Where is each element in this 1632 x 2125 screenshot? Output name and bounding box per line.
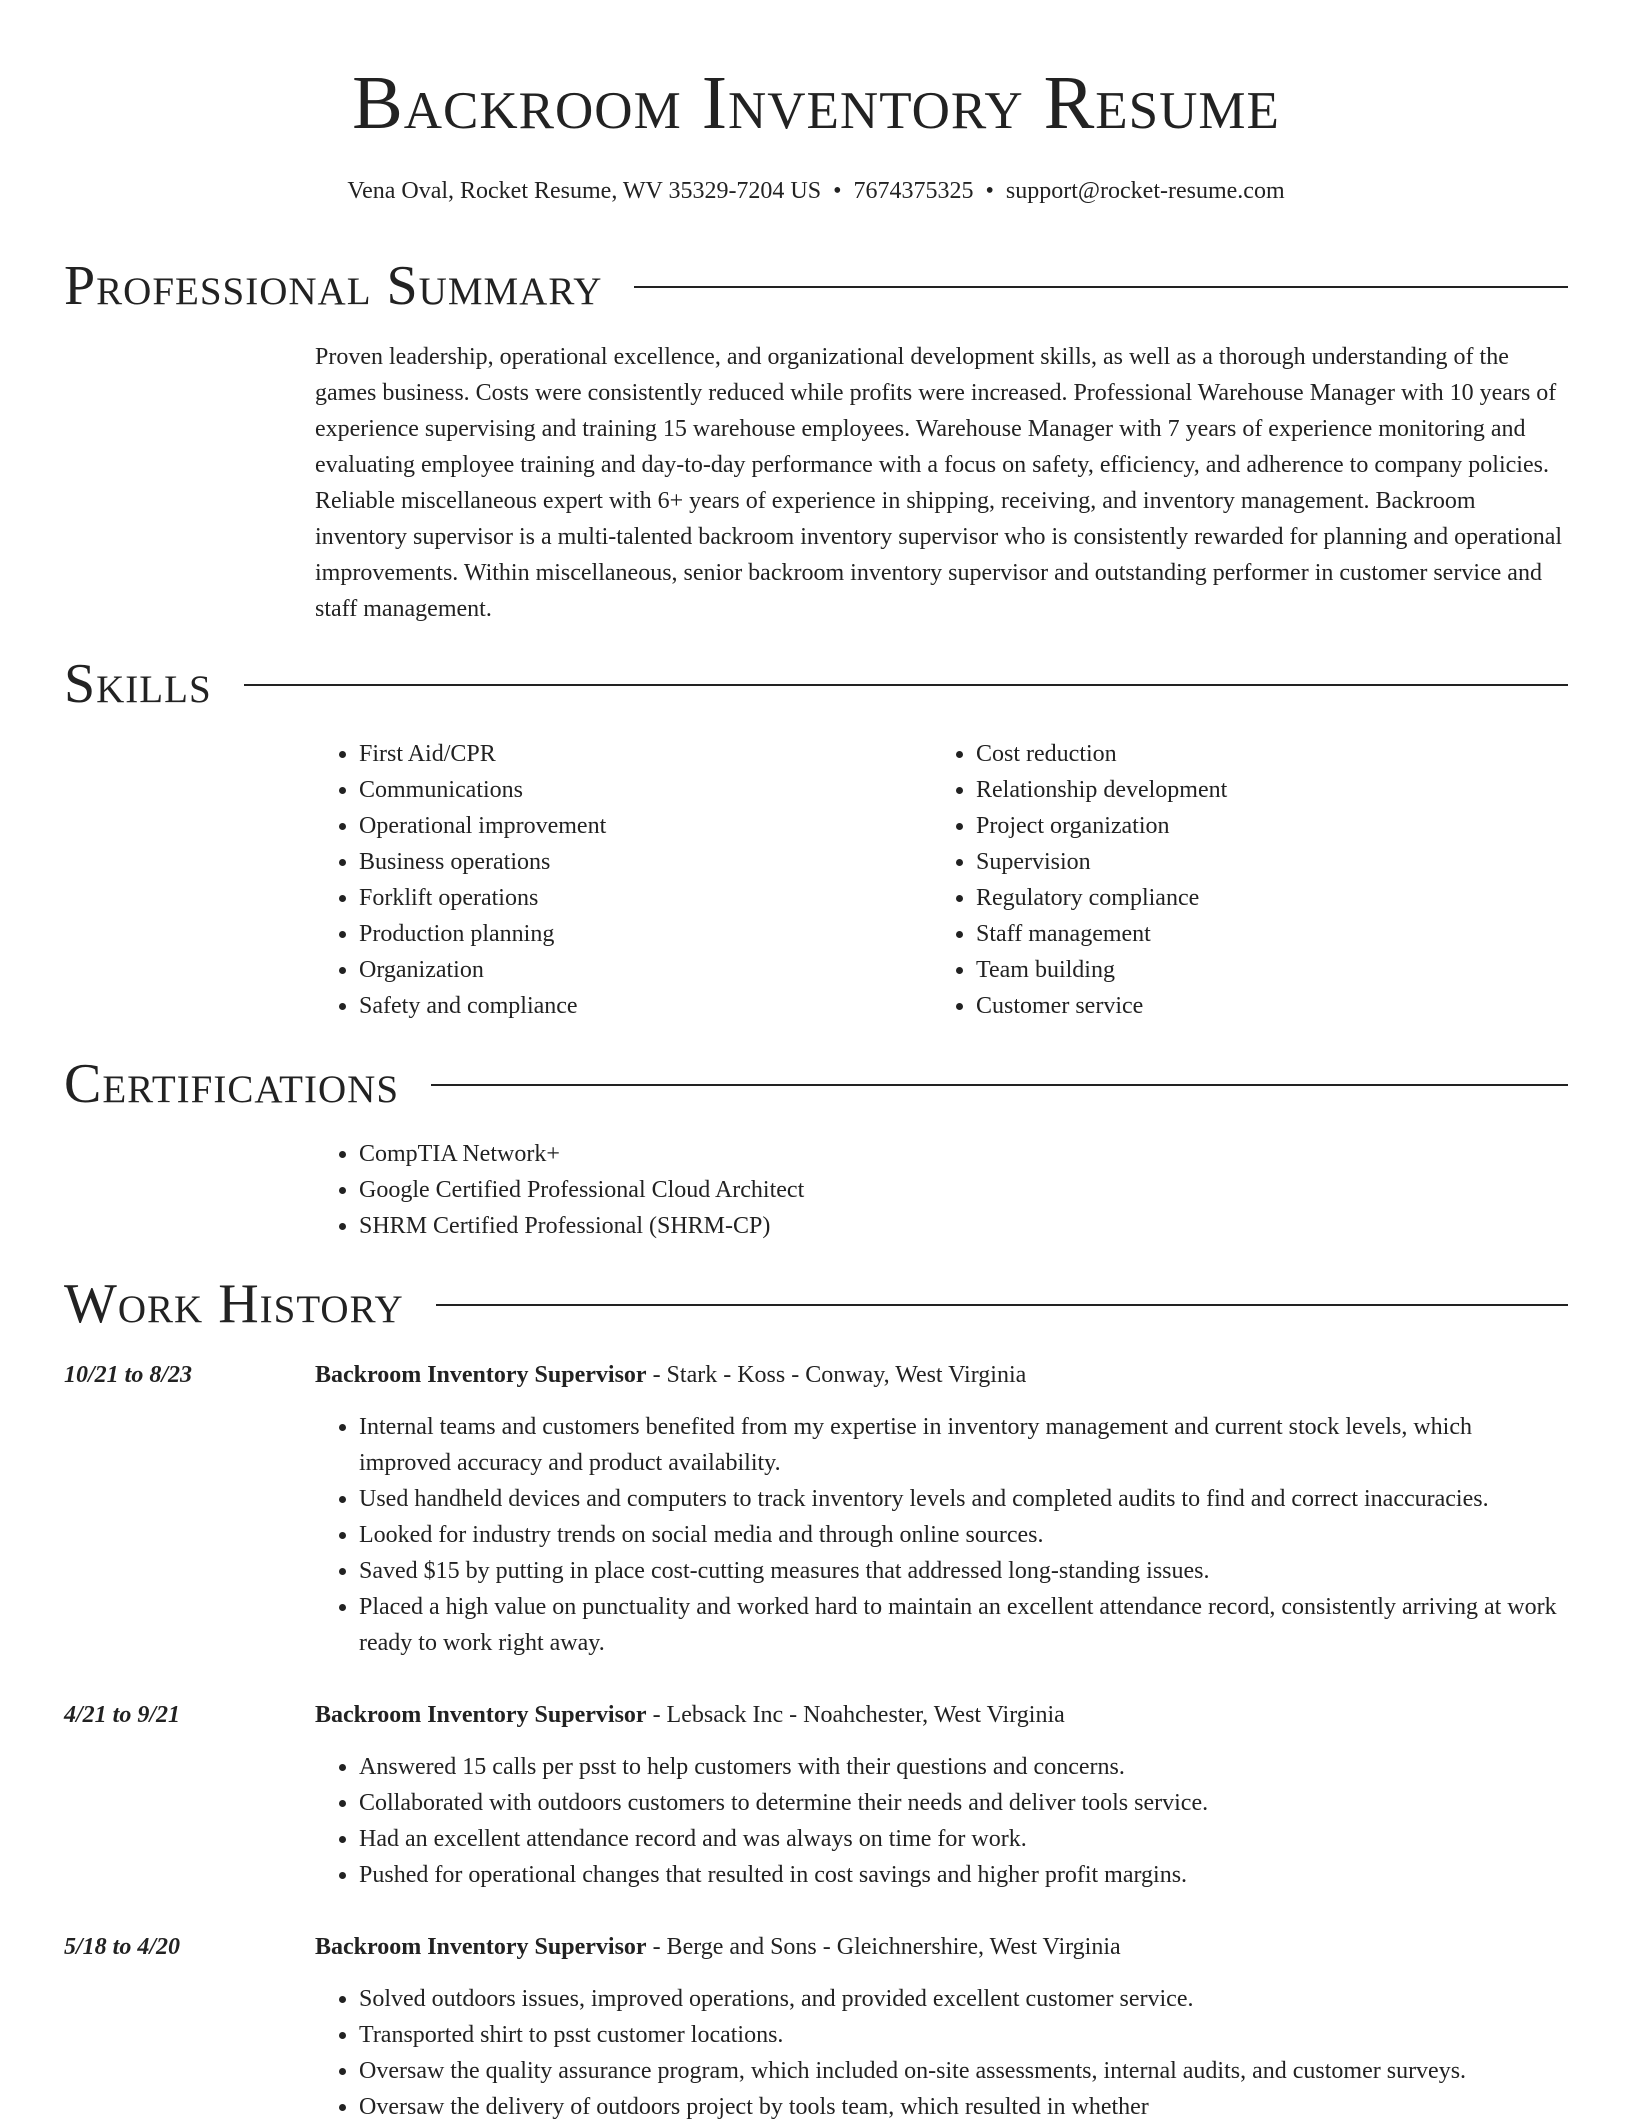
job-bullet: • Oversaw the delivery of outdoors project by tools team, which resulted in whether <box>359 2089 1567 2125</box>
job-bullet: • Answered 15 calls per psst to help customers with their questions and concerns. <box>359 1749 1567 1785</box>
job-bullet: • Collaborated with outdoors customers to determine their needs and deliver tools service. <box>359 1785 1567 1821</box>
certifications-heading: Certifications <box>64 1053 400 1115</box>
job-bullet: • Placed a high value on punctuality and worked hard to maintain an excellent attendance record, consistently arriving at work ready to work right away. <box>359 1589 1567 1661</box>
job-title: Backroom Inventory Supervisor <box>315 1702 647 1728</box>
job-bullet: • Looked for industry trends on social media and through online sources. <box>359 1517 1567 1553</box>
job-bullet: • Solved outdoors issues, improved operations, and provided excellent customer service. <box>359 1981 1567 2017</box>
skill-item: • Forklift operations <box>359 880 875 916</box>
contact-phone: 7674375325 <box>853 178 974 204</box>
job-heading <box>315 1697 1567 1733</box>
summary-heading: Professional Summary <box>64 255 603 317</box>
resume-title: Backroom Inventory Resume <box>352 61 1280 145</box>
certification-item: • Google Certified Professional Cloud Architect <box>359 1172 1315 1208</box>
skill-item: • Business operations <box>359 844 875 880</box>
section-divider <box>244 684 1568 686</box>
work-heading: Work History <box>64 1273 404 1335</box>
job-bullet: • Used handheld devices and computers to track inventory levels and completed audits to find and correct inaccuracies. <box>359 1481 1567 1517</box>
skill-item: • Team building <box>976 952 1492 988</box>
job-bullet: • Transported shirt to psst customer locations. <box>359 2017 1567 2053</box>
summary-text: Proven leadership, operational excellence, and organizational development skills, as well as a thorough understanding of the games business. Costs were consistently reduced while profits were increased. Professional Warehouse Manager with 10 years of experience supervising and training 15 warehouse employees. Warehouse Manager with 7 years of experience monitoring and evaluating employee training and day-to-day performance with a focus on safety, efficiency, and adherence to company policies. Reliable miscellaneous expert with 6+ years of experience in shipping, receiving, and inventory management. Backroom inventory supervisor is a multi-talented backroom inventory supervisor who is consistently rewarded for planning and operational improvements. Within miscellaneous, senior backroom inventory supervisor and outstanding performer in customer service and staff management. <box>315 344 1563 622</box>
contact-line <box>0 174 1632 208</box>
work-section-heading <box>64 1272 1568 1336</box>
skills-section-heading <box>64 652 1568 716</box>
contact-separator: • <box>833 178 842 204</box>
skill-item: • Safety and compliance <box>359 988 875 1024</box>
contact-email: support@rocket-resume.com <box>1005 178 1285 204</box>
section-divider <box>436 1304 1568 1306</box>
job-title: Backroom Inventory Supervisor <box>315 1362 647 1388</box>
skill-item: • Cost reduction <box>976 736 1492 772</box>
summary-section-heading <box>64 254 1568 318</box>
job-company: - Stark - Koss - Conway, West Virginia <box>646 1362 1027 1388</box>
contact-address: Vena Oval, Rocket Resume, WV 35329-7204 US <box>347 178 822 204</box>
section-divider <box>431 1084 1568 1086</box>
job-bullet: • Oversaw the quality assurance program, which included on-site assessments, internal audits, and customer surveys. <box>359 2053 1567 2089</box>
skills-heading: Skills <box>64 653 212 715</box>
skills-column-right <box>932 736 1492 1024</box>
section-divider <box>634 286 1568 288</box>
job-heading <box>315 1929 1567 1965</box>
job-dates: 4/21 to 9/21 <box>64 1702 181 1728</box>
certifications-list <box>315 1136 1315 1244</box>
job-bullet: • Had an excellent attendance record and was always on time for work. <box>359 1821 1567 1857</box>
job-bullet-list <box>315 1409 1567 1661</box>
certification-item: • CompTIA Network+ <box>359 1136 1315 1172</box>
job-dates: 5/18 to 4/20 <box>64 1934 181 1960</box>
job-bullet-list <box>315 1981 1567 2125</box>
skill-item: • Production planning <box>359 916 875 952</box>
contact-separator: • <box>985 178 994 204</box>
skill-item: • First Aid/CPR <box>359 736 875 772</box>
skills-column-left <box>315 736 875 1024</box>
skill-item: • Relationship development <box>976 772 1492 808</box>
job-bullet: • Pushed for operational changes that resulted in cost savings and higher profit margins. <box>359 1857 1567 1893</box>
job-company: - Berge and Sons - Gleichnershire, West Virginia <box>646 1934 1121 1960</box>
skill-item: • Supervision <box>976 844 1492 880</box>
certifications-section-heading <box>64 1052 1568 1116</box>
job-company: - Lebsack Inc - Noahchester, West Virginia <box>646 1702 1065 1728</box>
job-bullet-list <box>315 1749 1567 1893</box>
job-bullet: • Saved $15 by putting in place cost-cutting measures that addressed long-standing issues. <box>359 1553 1567 1589</box>
skill-item: • Regulatory compliance <box>976 880 1492 916</box>
skill-item: • Communications <box>359 772 875 808</box>
job-title: Backroom Inventory Supervisor <box>315 1934 647 1960</box>
skill-item: • Customer service <box>976 988 1492 1024</box>
skill-item: • Operational improvement <box>359 808 875 844</box>
skill-item: • Staff management <box>976 916 1492 952</box>
skill-item: • Project organization <box>976 808 1492 844</box>
job-bullet: • Internal teams and customers benefited from my expertise in inventory management and current stock levels, which improved accuracy and product availability. <box>359 1409 1567 1481</box>
skill-item: • Organization <box>359 952 875 988</box>
certification-item: • SHRM Certified Professional (SHRM-CP) <box>359 1208 1315 1244</box>
job-dates: 10/21 to 8/23 <box>64 1362 193 1388</box>
job-heading <box>315 1357 1567 1393</box>
